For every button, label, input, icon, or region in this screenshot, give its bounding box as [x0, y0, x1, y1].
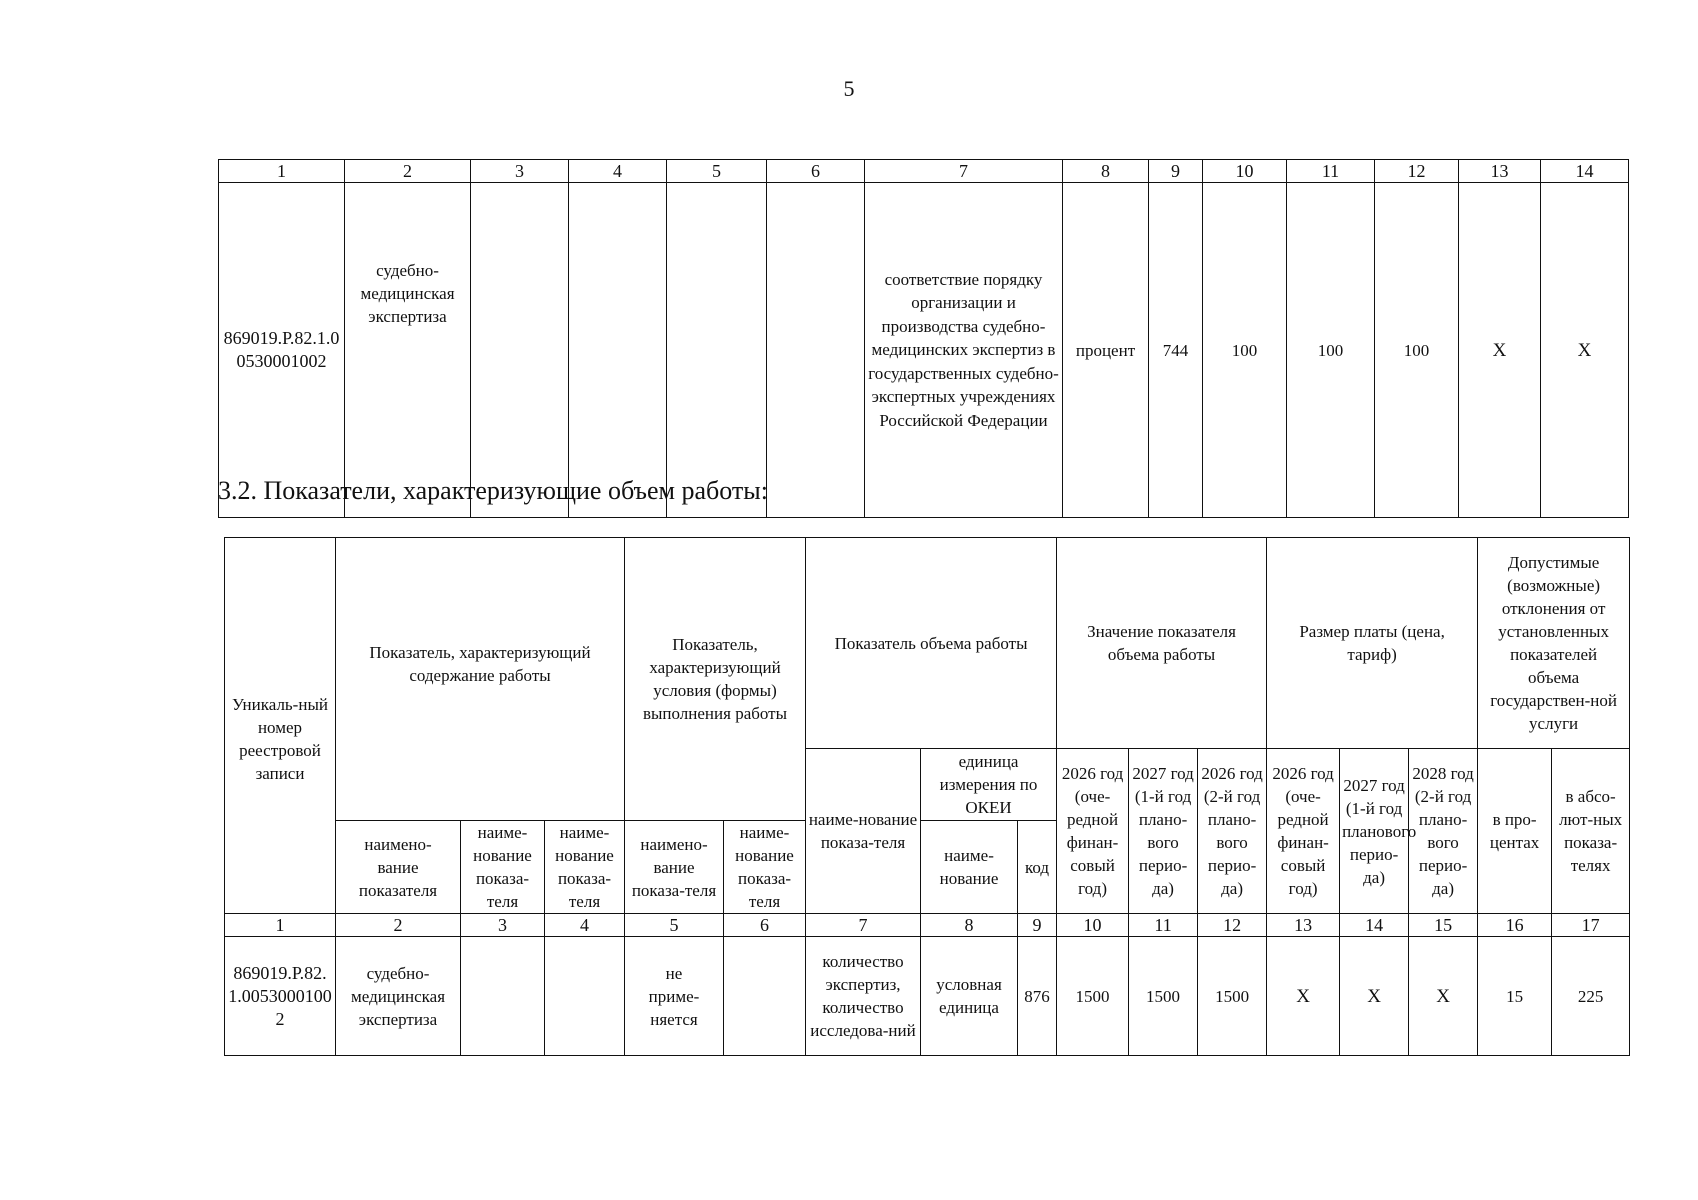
registry-id: 869019.Р.82.1.00530001002 [219, 183, 345, 518]
deviation-absolute: Х [1541, 183, 1629, 518]
condition-indicator: не приме-няется [625, 937, 724, 1056]
content-indicator: судебно-медицинская экспертиза [336, 937, 461, 1056]
header-conditions-group: Показатель, характеризующий условия (формы) выполнения работы [625, 538, 806, 821]
col-num: 7 [865, 160, 1063, 183]
col-num: 9 [1149, 160, 1203, 183]
col-num: 2 [336, 914, 461, 937]
header-row-1 [225, 538, 1630, 749]
empty-cell [667, 183, 767, 518]
section-title: 3.2. Показатели, характеризующие объем работы: [218, 476, 768, 505]
header-deviation-absolute: в абсо-лют-ных показа-телях [1552, 749, 1630, 914]
fee-2027: Х [1340, 937, 1409, 1056]
header-unit-name: наиме-нование [921, 821, 1018, 914]
content-indicator: судебно-медицинская экспертиза [345, 183, 471, 518]
value-2027: 100 [1287, 183, 1375, 518]
col-num: 9 [1018, 914, 1057, 937]
header-indicator-name-1: наимено-вание показателя [336, 821, 461, 914]
col-num: 1 [225, 914, 336, 937]
col-num: 5 [625, 914, 724, 937]
header-unit-okei: единица измерения по ОКЕИ [921, 749, 1057, 821]
value-2028: 100 [1375, 183, 1459, 518]
col-num: 16 [1478, 914, 1552, 937]
column-number-row [219, 160, 1629, 183]
col-num: 4 [545, 914, 625, 937]
header-indicator-name-5: наиме-нование показа-теля [724, 821, 806, 914]
header-content-group: Показатель, характеризующий содержание работы [336, 538, 625, 821]
col-num: 12 [1198, 914, 1267, 937]
deviation-absolute: 225 [1552, 937, 1630, 1056]
col-num: 15 [1409, 914, 1478, 937]
header-value-2026: 2026 год (оче-редной финан-совый год) [1057, 749, 1129, 914]
deviation-percent: 15 [1478, 937, 1552, 1056]
header-value-2027: 2027 год (1-й год плано-вого перио-да) [1129, 749, 1198, 914]
col-num: 6 [767, 160, 865, 183]
col-num: 8 [1063, 160, 1149, 183]
col-num: 13 [1267, 914, 1340, 937]
col-num: 6 [724, 914, 806, 937]
value-2026: 100 [1203, 183, 1287, 518]
unit-name: условная единица [921, 937, 1018, 1056]
table-row [219, 183, 1629, 518]
col-num: 17 [1552, 914, 1630, 937]
quality-indicator-name: соответствие порядку организации и производства судебно-медицинских экспертиз в государственных судебно-экспертных учреждениях Российской Федерации [865, 183, 1063, 518]
value-2027: 1500 [1129, 937, 1198, 1056]
col-num: 11 [1129, 914, 1198, 937]
col-num: 3 [471, 160, 569, 183]
col-num: 5 [667, 160, 767, 183]
header-fee-group: Размер платы (цена, тариф) [1267, 538, 1478, 749]
col-num: 11 [1287, 160, 1375, 183]
unit-name: процент [1063, 183, 1149, 518]
col-num: 1 [219, 160, 345, 183]
header-deviation-percent: в про-центах [1478, 749, 1552, 914]
empty-cell [545, 937, 625, 1056]
col-num: 14 [1340, 914, 1409, 937]
quality-indicators-table [218, 159, 1629, 518]
header-volume-group: Показатель объема работы [806, 538, 1057, 749]
empty-cell [471, 183, 569, 518]
header-indicator-name-3: наиме-нование показа-теля [545, 821, 625, 914]
empty-cell [569, 183, 667, 518]
empty-cell [461, 937, 545, 1056]
header-unique-number: Уникаль-ный номер реестровой записи [225, 538, 336, 914]
col-num: 8 [921, 914, 1018, 937]
header-unit-code: код [1018, 821, 1057, 914]
header-deviation-group: Допустимые (возможные) отклонения от установленных показателей объема государствен-ной услуги [1478, 538, 1630, 749]
volume-indicator-name: количество экспертиз, количество исследова-ний [806, 937, 921, 1056]
table-row [225, 937, 1630, 1056]
header-indicator-name-4: наимено-вание показа-теля [625, 821, 724, 914]
fee-2028: Х [1409, 937, 1478, 1056]
header-fee-2027: 2027 год (1-й год планового перио-да) [1340, 749, 1409, 914]
header-value-group: Значение показателя объема работы [1057, 538, 1267, 749]
col-num: 10 [1057, 914, 1129, 937]
empty-cell [767, 183, 865, 518]
value-2026: 1500 [1057, 937, 1129, 1056]
col-num: 13 [1459, 160, 1541, 183]
col-num: 4 [569, 160, 667, 183]
page-number: 5 [843, 76, 855, 101]
value-2028: 1500 [1198, 937, 1267, 1056]
col-num: 3 [461, 914, 545, 937]
fee-2026: Х [1267, 937, 1340, 1056]
col-num: 14 [1541, 160, 1629, 183]
registry-id: 869019.Р.82.1.00530001002 [225, 937, 336, 1056]
header-indicator-name-2: наиме-нование показа-теля [461, 821, 545, 914]
col-num: 10 [1203, 160, 1287, 183]
okei-code: 744 [1149, 183, 1203, 518]
col-num: 7 [806, 914, 921, 937]
col-num: 2 [345, 160, 471, 183]
okei-code: 876 [1018, 937, 1057, 1056]
header-value-2026-plan2: 2026 год (2-й год плано-вого перио-да) [1198, 749, 1267, 914]
empty-cell [724, 937, 806, 1056]
column-number-row [225, 914, 1630, 937]
col-num: 12 [1375, 160, 1459, 183]
header-fee-2026: 2026 год (оче-редной финан-совый год) [1267, 749, 1340, 914]
header-volume-indicator-name: наиме-нование показа-теля [806, 749, 921, 914]
deviation-percent: Х [1459, 183, 1541, 518]
header-fee-2028: 2028 год (2-й год плано-вого перио-да) [1409, 749, 1478, 914]
volume-indicators-table [224, 537, 1630, 1056]
